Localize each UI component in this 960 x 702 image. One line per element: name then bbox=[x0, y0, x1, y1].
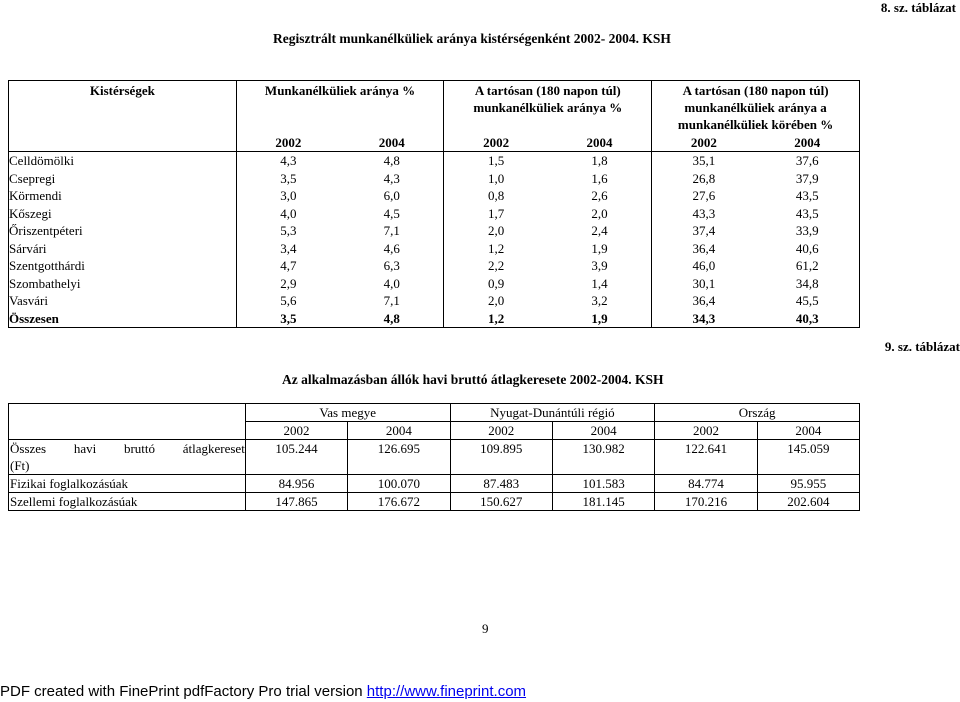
earnings-table bbox=[8, 403, 860, 511]
row-label-line1: Összes havi bruttó átlagkereset bbox=[10, 441, 245, 456]
table-row bbox=[9, 170, 860, 188]
cell-value: 30,1 bbox=[692, 275, 716, 291]
cell-value: 2,0 bbox=[488, 293, 505, 309]
header-year: 2002 bbox=[236, 134, 340, 152]
cell-value: 27,6 bbox=[692, 188, 716, 204]
cell-value: 181.145 bbox=[552, 493, 654, 511]
cell-value: 3,4 bbox=[280, 240, 297, 256]
header-year: 2002 bbox=[245, 422, 347, 440]
row-label-line2: (Ft) bbox=[10, 458, 30, 473]
cell-value: 130.982 bbox=[552, 440, 654, 475]
cell-value: 4,6 bbox=[340, 240, 444, 258]
cell-value: 0,9 bbox=[488, 275, 505, 291]
page-number: 9 bbox=[482, 621, 489, 636]
cell-value: 46,0 bbox=[692, 258, 716, 274]
cell-value: 36,4 bbox=[692, 293, 716, 309]
cell-value: 37,4 bbox=[692, 223, 716, 239]
footer-link[interactable]: http://www.fineprint.com bbox=[366, 683, 527, 700]
cell-value: 147.865 bbox=[245, 493, 347, 511]
cell-value: 4,5 bbox=[340, 205, 444, 223]
cell-value: 36,4 bbox=[692, 240, 716, 256]
cell-value: 43,5 bbox=[756, 187, 860, 205]
row-label bbox=[9, 440, 246, 475]
cell-value: 45,5 bbox=[756, 292, 860, 310]
header-long-term-rate: A tartósan (180 napon túl) munkanélküliek aránya % bbox=[444, 81, 652, 135]
cell-value: 2,6 bbox=[548, 187, 652, 205]
region-name: Szombathelyi bbox=[9, 275, 237, 293]
region-name: Őriszentpéteri bbox=[9, 222, 237, 240]
table-row bbox=[9, 240, 860, 258]
cell-value: 1,0 bbox=[488, 170, 505, 186]
table-row bbox=[9, 475, 860, 493]
cell-value: 3,2 bbox=[548, 292, 652, 310]
region-name: Vasvári bbox=[9, 292, 237, 310]
cell-value: 5,6 bbox=[280, 293, 297, 309]
cell-value: 1,8 bbox=[548, 152, 652, 170]
table-row bbox=[9, 187, 860, 205]
cell-value: 170.216 bbox=[655, 493, 757, 511]
cell-value: 3,5 bbox=[236, 310, 340, 328]
cell-value: 26,8 bbox=[692, 170, 716, 186]
cell-value: 176.672 bbox=[348, 493, 450, 511]
total-name: Összesen bbox=[9, 310, 237, 328]
group-header: Ország bbox=[655, 404, 860, 422]
cell-value: 84.774 bbox=[655, 475, 757, 493]
table-row bbox=[9, 440, 860, 475]
header-year: 2002 bbox=[444, 134, 548, 152]
cell-value: 1,2 bbox=[444, 310, 548, 328]
cell-value: 2,4 bbox=[548, 222, 652, 240]
cell-value: 101.583 bbox=[552, 475, 654, 493]
cell-value: 3,0 bbox=[280, 188, 297, 204]
header-blank bbox=[9, 404, 246, 440]
footer-text: PDF created with FinePrint pdfFactory Pro trial version bbox=[0, 683, 367, 700]
table-row bbox=[9, 493, 860, 511]
table-8-title: Regisztrált munkanélküliek aránya kistérségenként 2002- 2004. KSH bbox=[273, 31, 671, 46]
cell-value: 2,0 bbox=[488, 223, 505, 239]
cell-value: 126.695 bbox=[348, 440, 450, 475]
cell-value: 4,3 bbox=[280, 153, 297, 169]
header-year-blank bbox=[9, 134, 237, 152]
cell-value: 43,3 bbox=[692, 205, 716, 221]
cell-value: 2,2 bbox=[488, 258, 505, 274]
region-name: Szentgotthárdi bbox=[9, 257, 237, 275]
header-long-term-share: A tartósan (180 napon túl) munkanélküliek aránya a munkanélküliek körében % bbox=[652, 81, 860, 135]
cell-value: 61,2 bbox=[756, 257, 860, 275]
cell-value: 1,9 bbox=[548, 310, 652, 328]
cell-value: 4,8 bbox=[340, 152, 444, 170]
header-year: 2002 bbox=[652, 134, 756, 152]
cell-value: 145.059 bbox=[757, 440, 859, 475]
cell-value: 150.627 bbox=[450, 493, 552, 511]
cell-value: 34,8 bbox=[756, 275, 860, 293]
cell-value: 95.955 bbox=[757, 475, 859, 493]
cell-value: 6,0 bbox=[340, 187, 444, 205]
pdf-footer bbox=[0, 683, 526, 700]
table-8-label: 8. sz. táblázat bbox=[880, 0, 956, 15]
cell-value: 87.483 bbox=[450, 475, 552, 493]
cell-value: 40,6 bbox=[756, 240, 860, 258]
cell-value: 7,1 bbox=[340, 292, 444, 310]
cell-value: 0,8 bbox=[488, 188, 505, 204]
total-row bbox=[9, 310, 860, 328]
region-name: Kőszegi bbox=[9, 205, 237, 223]
region-name: Celldömölki bbox=[9, 152, 237, 170]
cell-value: 1,2 bbox=[488, 240, 505, 256]
table-9-label: 9. sz. táblázat bbox=[884, 339, 960, 354]
cell-value: 33,9 bbox=[756, 222, 860, 240]
header-year: 2004 bbox=[552, 422, 654, 440]
cell-value: 2,0 bbox=[548, 205, 652, 223]
cell-value: 3,5 bbox=[280, 170, 297, 186]
cell-value: 1,9 bbox=[548, 240, 652, 258]
cell-value: 84.956 bbox=[245, 475, 347, 493]
group-header: Nyugat-Dunántúli régió bbox=[450, 404, 655, 422]
header-year: 2004 bbox=[340, 134, 444, 152]
region-name: Körmendi bbox=[9, 187, 237, 205]
cell-value: 37,9 bbox=[756, 170, 860, 188]
header-year: 2004 bbox=[348, 422, 450, 440]
row-label: Szellemi foglalkozásúak bbox=[9, 493, 246, 511]
cell-value: 35,1 bbox=[692, 153, 716, 169]
table-row bbox=[9, 205, 860, 223]
table-row bbox=[9, 222, 860, 240]
cell-value: 100.070 bbox=[348, 475, 450, 493]
region-name: Csepregi bbox=[9, 170, 237, 188]
region-name: Sárvári bbox=[9, 240, 237, 258]
cell-value: 4,0 bbox=[280, 205, 297, 221]
table-row bbox=[9, 275, 860, 293]
cell-value: 3,9 bbox=[548, 257, 652, 275]
cell-value: 4,7 bbox=[280, 258, 297, 274]
cell-value: 2,9 bbox=[280, 275, 297, 291]
cell-value: 7,1 bbox=[340, 222, 444, 240]
header-year: 2004 bbox=[757, 422, 859, 440]
header-year: 2002 bbox=[655, 422, 757, 440]
table-row bbox=[9, 152, 860, 170]
header-unemployment-rate: Munkanélküliek aránya % bbox=[236, 81, 444, 135]
cell-value: 1,5 bbox=[488, 153, 505, 169]
table-row bbox=[9, 257, 860, 275]
cell-value: 1,7 bbox=[488, 205, 505, 221]
cell-value: 43,5 bbox=[756, 205, 860, 223]
group-header: Vas megye bbox=[245, 404, 450, 422]
cell-value: 4,8 bbox=[340, 310, 444, 328]
table-9-title: Az alkalmazásban állók havi bruttó átlagkeresete 2002-2004. KSH bbox=[282, 372, 664, 387]
cell-value: 1,6 bbox=[548, 170, 652, 188]
cell-value: 40,3 bbox=[756, 310, 860, 328]
cell-value: 1,4 bbox=[548, 275, 652, 293]
header-year: 2002 bbox=[450, 422, 552, 440]
row-label: Fizikai foglalkozásúak bbox=[9, 475, 246, 493]
table-row bbox=[9, 292, 860, 310]
header-year: 2004 bbox=[548, 134, 652, 152]
cell-value: 4,3 bbox=[340, 170, 444, 188]
header-region: Kistérségek bbox=[9, 81, 237, 135]
cell-value: 122.641 bbox=[655, 440, 757, 475]
cell-value: 34,3 bbox=[652, 310, 756, 328]
cell-value: 105.244 bbox=[245, 440, 347, 475]
header-year: 2004 bbox=[756, 134, 860, 152]
cell-value: 37,6 bbox=[756, 152, 860, 170]
cell-value: 6,3 bbox=[340, 257, 444, 275]
cell-value: 4,0 bbox=[340, 275, 444, 293]
cell-value: 5,3 bbox=[280, 223, 297, 239]
cell-value: 109.895 bbox=[450, 440, 552, 475]
cell-value: 202.604 bbox=[757, 493, 859, 511]
unemployment-table bbox=[8, 80, 860, 328]
